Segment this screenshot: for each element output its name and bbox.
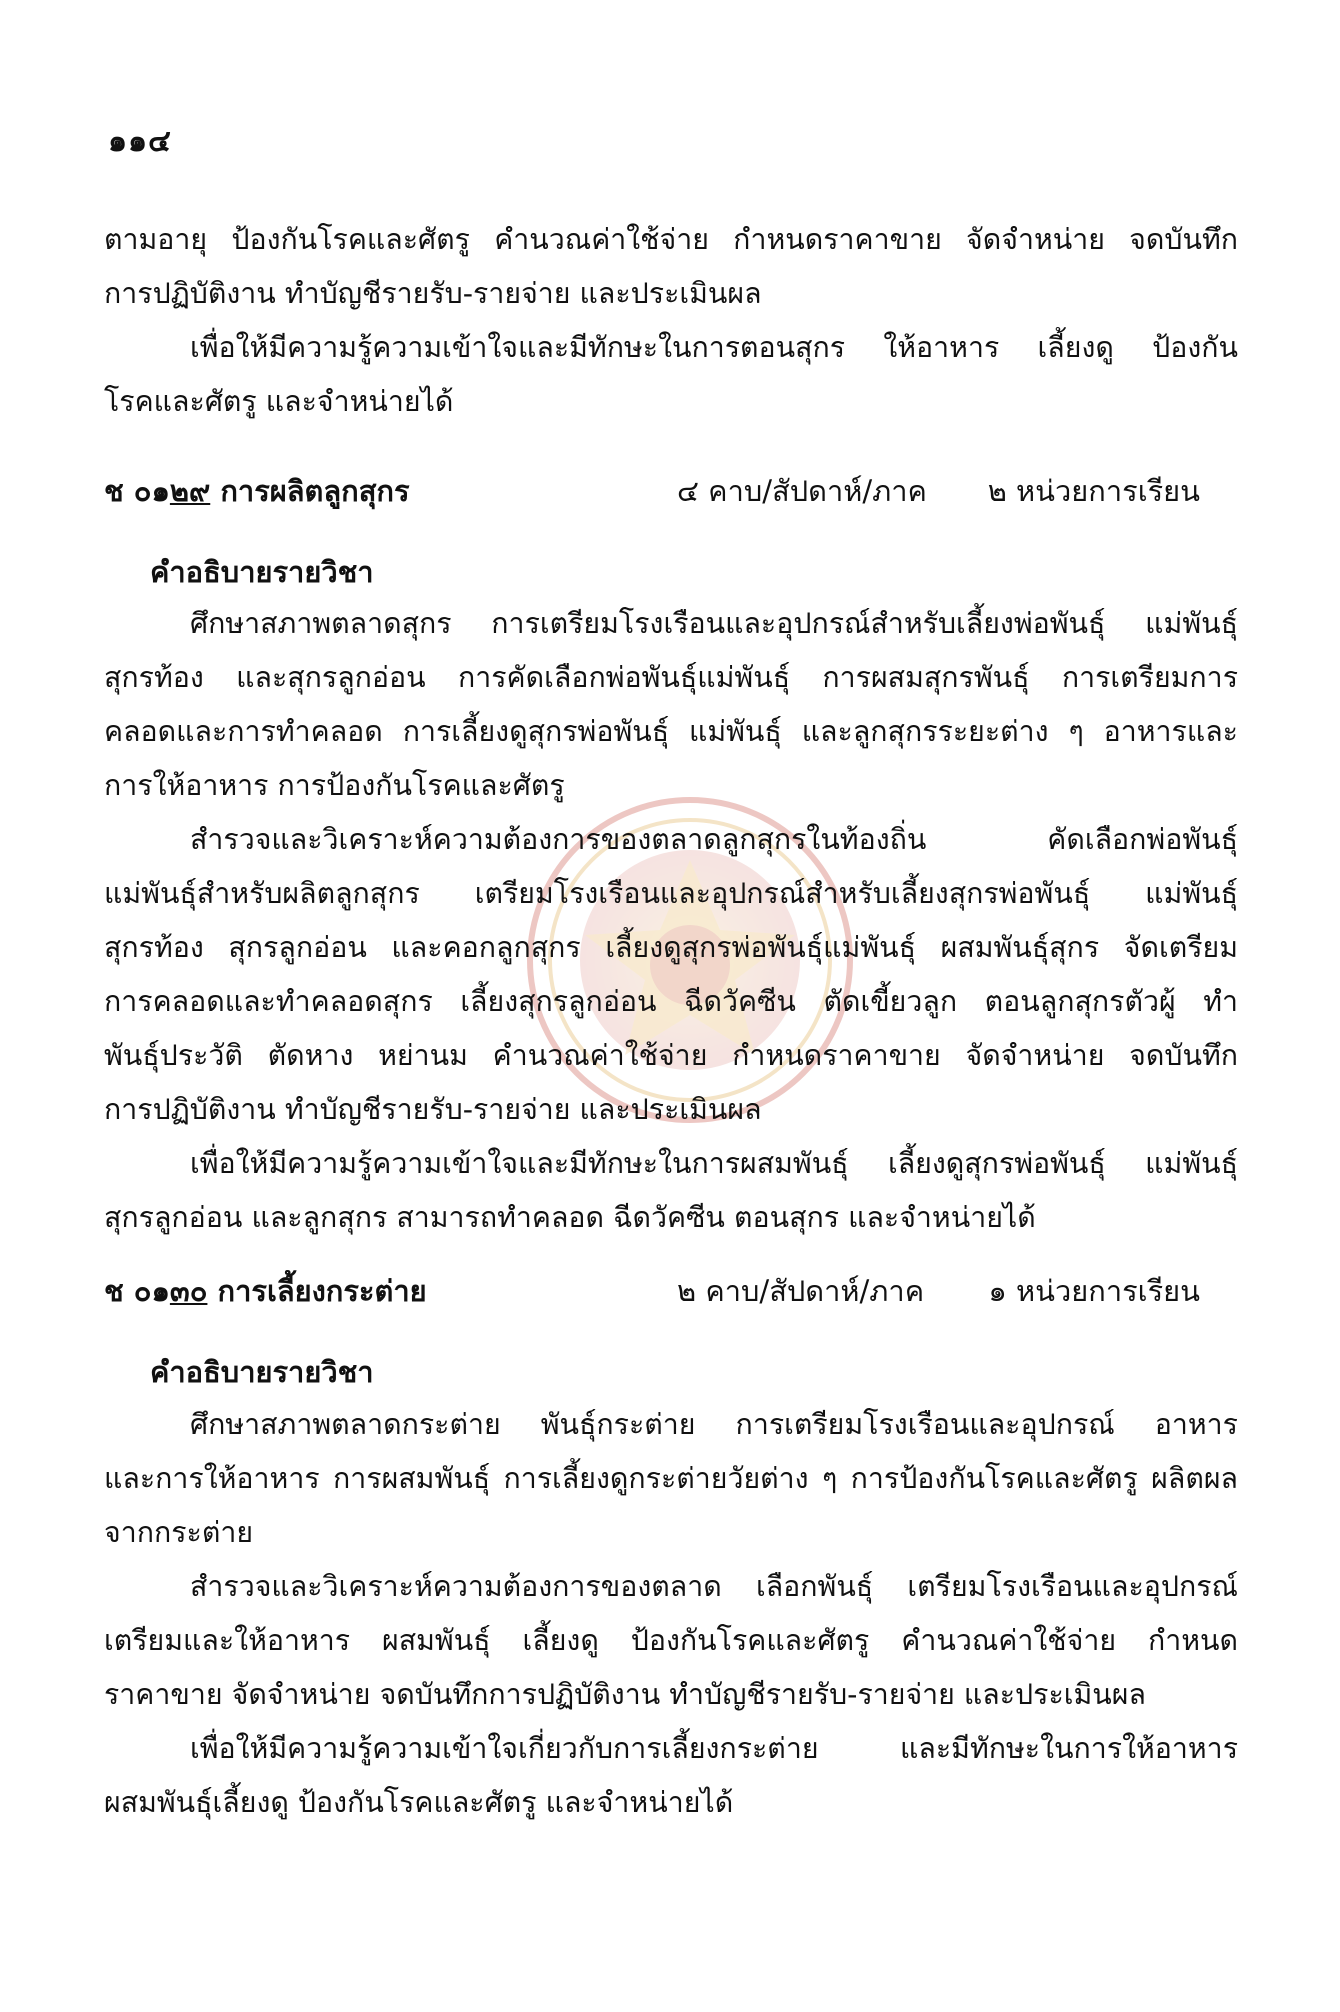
- description-line: สุกรลูกอ่อน และลูกสุกร สามารถทำคลอด ฉีดวัคซีน ตอนสุกร และจำหน่ายได้: [104, 1201, 1036, 1234]
- description-line: และการให้อาหาร การผสมพันธุ์ การเลี้ยงดูกระต่ายวัยต่าง ๆ การป้องกันโรคและศัตรู ผลิตผล: [104, 1462, 1238, 1495]
- course-code-prefix: ช ๐๑: [104, 474, 170, 508]
- course-code: [104, 1264, 427, 1318]
- course-code-suffix: ๒๙: [169, 474, 211, 508]
- course-title: การผลิตลูกสุกร: [220, 474, 410, 508]
- course-title: การเลี้ยงกระต่าย: [217, 1274, 427, 1308]
- course-hours: ๔ คาบ/สัปดาห์/ภาค: [677, 474, 927, 508]
- description-line: สุกรท้อง สุกรลูกอ่อน และคอกลูกสุกร เลี้ยงดูสุกรพ่อพันธุ์แม่พันธุ์ ผสมพันธุ์สุกร จัดเตรียม: [104, 931, 1238, 964]
- description-line: การปฏิบัติงาน ทำบัญชีรายรับ-รายจ่าย และประเมินผล: [104, 1093, 762, 1126]
- description-line: การคลอดและทำคลอดสุกร เลี้ยงสุกรลูกอ่อน ฉีดวัคซีน ตัดเขี้ยวลูก ตอนลูกสุกรตัวผู้ ทำ: [104, 985, 1238, 1018]
- course-description-heading: คำอธิบายรายวิชา: [150, 1355, 374, 1389]
- intro-text: [104, 213, 1238, 429]
- description-line: ศึกษาสภาพตลาดสุกร การเตรียมโรงเรือนและอุปกรณ์สำหรับเลี้ยงพ่อพันธุ์ แม่พันธุ์: [190, 607, 1238, 640]
- course-description-0130: [104, 1398, 1238, 1830]
- intro-line: เพื่อให้มีความรู้ความเข้าใจและมีทักษะในการตอนสุกร ให้อาหาร เลี้ยงดู ป้องกัน: [190, 331, 1238, 364]
- description-line: การให้อาหาร การป้องกันโรคและศัตรู: [104, 769, 565, 802]
- description-line: สำรวจและวิเคราะห์ความต้องการของตลาด เลือกพันธุ์ เตรียมโรงเรือนและอุปกรณ์: [190, 1570, 1238, 1603]
- course-hours: ๒ คาบ/สัปดาห์/ภาค: [677, 1274, 925, 1308]
- course-description-heading: คำอธิบายรายวิชา: [150, 555, 374, 589]
- description-line: คลอดและการทำคลอด การเลี้ยงดูสุกรพ่อพันธุ์ แม่พันธุ์ และลูกสุกรระยะต่าง ๆ อาหารและ: [104, 715, 1238, 748]
- course-credits: ๒ หน่วยการเรียน: [987, 474, 1200, 508]
- description-line: ราคาขาย จัดจำหน่าย จดบันทึกการปฏิบัติงาน ทำบัญชีรายรับ-รายจ่าย และประเมินผล: [104, 1678, 1146, 1711]
- course-code-prefix: ช ๐๑: [104, 1274, 170, 1308]
- course-header-0130: [104, 1264, 1238, 1318]
- description-line: เพื่อให้มีความรู้ความเข้าใจและมีทักษะในการผสมพันธุ์ เลี้ยงดูสุกรพ่อพันธุ์ แม่พันธุ์: [190, 1147, 1238, 1180]
- description-line: แม่พันธุ์สำหรับผลิตลูกสุกร เตรียมโรงเรือนและอุปกรณ์สำหรับเลี้ยงสุกรพ่อพันธุ์ แม่พันธุ์: [104, 877, 1238, 910]
- description-line: จากกระต่าย: [104, 1516, 254, 1549]
- description-line: ศึกษาสภาพตลาดกระต่าย พันธุ์กระต่าย การเตรียมโรงเรือนและอุปกรณ์ อาหาร: [190, 1408, 1238, 1441]
- intro-line: การปฏิบัติงาน ทำบัญชีรายรับ-รายจ่าย และประเมินผล: [104, 277, 762, 310]
- description-line: สุกรท้อง และสุกรลูกอ่อน การคัดเลือกพ่อพันธุ์แม่พันธุ์ การผสมสุกรพันธุ์ การเตรียมการ: [104, 661, 1238, 694]
- page-number: ๑๑๔: [108, 124, 172, 159]
- intro-line: โรคและศัตรู และจำหน่ายได้: [104, 385, 454, 418]
- description-line: ผสมพันธุ์เลี้ยงดู ป้องกันโรคและศัตรู และจำหน่ายได้: [104, 1786, 734, 1819]
- course-description-0129: [104, 597, 1238, 1245]
- description-line: พันธุ์ประวัติ ตัดหาง หย่านม คำนวณค่าใช้จ่าย กำหนดราคาขาย จัดจำหน่าย จดบันทึก: [104, 1039, 1238, 1072]
- course-code-suffix: ๓๐: [169, 1274, 208, 1308]
- course-code: [104, 464, 410, 518]
- description-line: เตรียมและให้อาหาร ผสมพันธุ์ เลี้ยงดู ป้องกันโรคและศัตรู คำนวณค่าใช้จ่าย กำหนด: [104, 1624, 1238, 1657]
- course-header-0129: [104, 464, 1238, 518]
- course-credits: ๑ หน่วยการเรียน: [988, 1274, 1200, 1308]
- description-line: สำรวจและวิเคราะห์ความต้องการของตลาดลูกสุกรในท้องถิ่น คัดเลือกพ่อพันธุ์: [190, 823, 1238, 856]
- description-line: เพื่อให้มีความรู้ความเข้าใจเกี่ยวกับการเลี้ยงกระต่าย และมีทักษะในการให้อาหาร: [190, 1732, 1238, 1765]
- intro-line: ตามอายุ ป้องกันโรคและศัตรู คำนวณค่าใช้จ่าย กำหนดราคาขาย จัดจำหน่าย จดบันทึก: [104, 223, 1238, 256]
